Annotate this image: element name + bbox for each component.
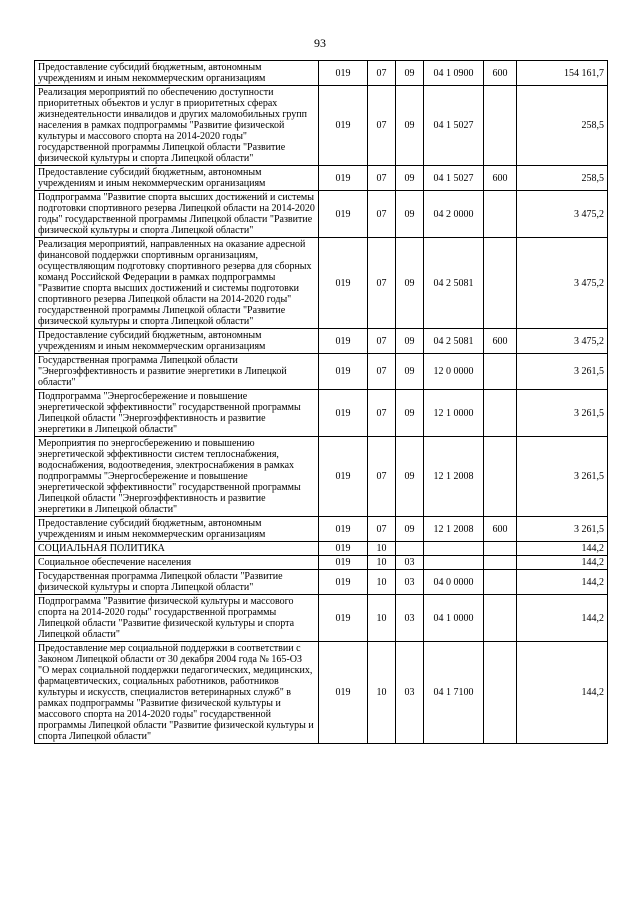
expense-type-cell — [484, 556, 517, 570]
amount-cell: 3 475,2 — [517, 238, 608, 329]
amount-cell: 3 475,2 — [517, 191, 608, 238]
section-code-cell: 07 — [368, 437, 396, 517]
amount-cell: 3 261,5 — [517, 354, 608, 390]
target-article-cell — [424, 542, 484, 556]
section-code-cell: 07 — [368, 86, 396, 166]
subsection-code-cell: 09 — [396, 517, 424, 542]
target-article-cell: 04 1 7100 — [424, 642, 484, 744]
expense-type-cell — [484, 390, 517, 437]
subsection-code-cell: 09 — [396, 166, 424, 191]
section-code-cell: 07 — [368, 166, 396, 191]
admin-code-cell: 019 — [319, 354, 368, 390]
admin-code-cell: 019 — [319, 329, 368, 354]
amount-cell: 258,5 — [517, 86, 608, 166]
amount-cell: 3 261,5 — [517, 517, 608, 542]
subsection-code-cell: 09 — [396, 390, 424, 437]
amount-cell: 3 475,2 — [517, 329, 608, 354]
expense-type-cell: 600 — [484, 166, 517, 191]
admin-code-cell: 019 — [319, 517, 368, 542]
expense-type-cell — [484, 595, 517, 642]
section-code-cell: 07 — [368, 390, 396, 437]
target-article-cell: 04 1 5027 — [424, 86, 484, 166]
admin-code-cell: 019 — [319, 61, 368, 86]
subsection-code-cell: 03 — [396, 556, 424, 570]
admin-code-cell: 019 — [319, 437, 368, 517]
row-name-cell: Подпрограмма "Энергосбережение и повышение энергетической эффективности" государственной программы Липецкой области "Энергоэффективность и развитие энергетики в Липецкой области" — [35, 390, 319, 437]
row-name-cell: Предоставление субсидий бюджетным, автономным учреждениям и иным некоммерческим организациям — [35, 61, 319, 86]
target-article-cell — [424, 556, 484, 570]
target-article-cell: 04 1 0000 — [424, 595, 484, 642]
admin-code-cell: 019 — [319, 570, 368, 595]
section-code-cell: 07 — [368, 61, 396, 86]
target-article-cell: 04 2 5081 — [424, 238, 484, 329]
expense-type-cell: 600 — [484, 329, 517, 354]
expense-type-cell — [484, 86, 517, 166]
admin-code-cell: 019 — [319, 86, 368, 166]
expense-type-cell — [484, 437, 517, 517]
subsection-code-cell: 09 — [396, 191, 424, 238]
admin-code-cell: 019 — [319, 595, 368, 642]
target-article-cell: 12 1 2008 — [424, 437, 484, 517]
table-row — [35, 390, 608, 437]
admin-code-cell: 019 — [319, 556, 368, 570]
amount-cell: 144,2 — [517, 595, 608, 642]
subsection-code-cell: 09 — [396, 61, 424, 86]
table-row — [35, 191, 608, 238]
row-name-cell: Предоставление субсидий бюджетным, автономным учреждениям и иным некоммерческим организациям — [35, 517, 319, 542]
subsection-code-cell: 03 — [396, 570, 424, 595]
section-code-cell: 07 — [368, 517, 396, 542]
row-name-cell: Предоставление субсидий бюджетным, автономным учреждениям и иным некоммерческим организациям — [35, 166, 319, 191]
admin-code-cell: 019 — [319, 390, 368, 437]
expense-type-cell — [484, 191, 517, 238]
expense-type-cell: 600 — [484, 517, 517, 542]
section-code-cell: 10 — [368, 595, 396, 642]
subsection-code-cell: 09 — [396, 437, 424, 517]
amount-cell: 144,2 — [517, 556, 608, 570]
row-name-cell: Мероприятия по энергосбережению и повышению энергетической эффективности систем теплоснабжения, водоснабжения, водоотведения, электроснабжения в рамках подпрограммы "Энергосбережение и повышение энергетической эффективности" государственной программы Липецкой области "Энергоэффективность и развитие энергетики в Липецкой области" — [35, 437, 319, 517]
section-code-cell: 10 — [368, 570, 396, 595]
section-code-cell: 07 — [368, 238, 396, 329]
section-code-cell: 10 — [368, 556, 396, 570]
expense-type-cell — [484, 570, 517, 595]
row-name-cell: Социальное обеспечение населения — [35, 556, 319, 570]
target-article-cell: 12 1 2008 — [424, 517, 484, 542]
section-code-cell: 10 — [368, 542, 396, 556]
expense-type-cell — [484, 354, 517, 390]
subsection-code-cell: 09 — [396, 238, 424, 329]
admin-code-cell: 019 — [319, 166, 368, 191]
row-name-cell: Реализация мероприятий, направленных на оказание адресной финансовой поддержки спортивным организациям, осуществляющим подготовку спортивного резерва для сборных команд Российской Федерации в рамках подпрограммы "Развитие спорта высших достижений и системы подготовки спортивного резерва Липецкой области на 2014-2020 годы" государственной программы Липецкой области "Развитие физической культуры и спорта Липецкой области" — [35, 238, 319, 329]
target-article-cell: 04 0 0000 — [424, 570, 484, 595]
row-name-cell: Предоставление субсидий бюджетным, автономным учреждениям и иным некоммерческим организациям — [35, 329, 319, 354]
amount-cell: 144,2 — [517, 570, 608, 595]
expense-type-cell — [484, 238, 517, 329]
page-number: 93 — [314, 36, 326, 50]
row-name-cell: Подпрограмма "Развитие физической культуры и массового спорта на 2014-2020 годы" государственной программы Липецкой области "Развитие физической культуры и спорта Липецкой области" — [35, 595, 319, 642]
row-name-cell: Подпрограмма "Развитие спорта высших достижений и системы подготовки спортивного резерва Липецкой области на 2014-2020 годы" государственной программы Липецкой области "Развитие физической культуры и спорта Липецкой области" — [35, 191, 319, 238]
admin-code-cell: 019 — [319, 191, 368, 238]
table-row — [35, 556, 608, 570]
target-article-cell: 12 1 0000 — [424, 390, 484, 437]
table-row — [35, 166, 608, 191]
table-row — [35, 595, 608, 642]
admin-code-cell: 019 — [319, 642, 368, 744]
amount-cell: 144,2 — [517, 642, 608, 744]
amount-cell: 154 161,7 — [517, 61, 608, 86]
table-row — [35, 354, 608, 390]
admin-code-cell: 019 — [319, 542, 368, 556]
subsection-code-cell: 03 — [396, 595, 424, 642]
row-name-cell: СОЦИАЛЬНАЯ ПОЛИТИКА — [35, 542, 319, 556]
section-code-cell: 10 — [368, 642, 396, 744]
budget-table — [34, 60, 608, 744]
section-code-cell: 07 — [368, 354, 396, 390]
section-code-cell: 07 — [368, 329, 396, 354]
table-row — [35, 642, 608, 744]
subsection-code-cell: 09 — [396, 329, 424, 354]
row-name-cell: Государственная программа Липецкой области "Развитие физической культуры и спорта Липецкой области" — [35, 570, 319, 595]
expense-type-cell: 600 — [484, 61, 517, 86]
amount-cell: 258,5 — [517, 166, 608, 191]
table-row — [35, 542, 608, 556]
amount-cell: 3 261,5 — [517, 437, 608, 517]
section-code-cell: 07 — [368, 191, 396, 238]
expense-type-cell — [484, 542, 517, 556]
target-article-cell: 04 1 5027 — [424, 166, 484, 191]
table-row — [35, 329, 608, 354]
table-row — [35, 86, 608, 166]
row-name-cell: Предоставление мер социальной поддержки в соответствии с Законом Липецкой области от 30 декабря 2004 года № 165-ОЗ "О мерах социальной поддержки педагогических, медицинских, фармацевтических, социальных работников, работников культуры и искусств, специалистов ветеринарных служб" в рамках подпрограммы "Развитие физической культуры и массового спорта на 2014-2020 годы" государственной программы Липецкой области "Развитие физической культуры и спорта Липецкой области" — [35, 642, 319, 744]
target-article-cell: 04 2 5081 — [424, 329, 484, 354]
table-row — [35, 61, 608, 86]
table-row — [35, 570, 608, 595]
admin-code-cell: 019 — [319, 238, 368, 329]
amount-cell: 144,2 — [517, 542, 608, 556]
table-row — [35, 517, 608, 542]
target-article-cell: 04 2 0000 — [424, 191, 484, 238]
target-article-cell: 12 0 0000 — [424, 354, 484, 390]
subsection-code-cell: 03 — [396, 642, 424, 744]
row-name-cell: Государственная программа Липецкой области "Энергоэффективность и развитие энергетики в Липецкой области" — [35, 354, 319, 390]
row-name-cell: Реализация мероприятий по обеспечению доступности приоритетных объектов и услуг в приоритетных сферах жизнедеятельности инвалидов и других маломобильных групп населения в рамках подпрограммы "Развитие физической культуры и массового спорта на 2014-2020 годы" государственной программы Липецкой области "Развитие физической культуры и спорта Липецкой области" — [35, 86, 319, 166]
subsection-code-cell — [396, 542, 424, 556]
table-row — [35, 437, 608, 517]
table-row — [35, 238, 608, 329]
expense-type-cell — [484, 642, 517, 744]
subsection-code-cell: 09 — [396, 354, 424, 390]
target-article-cell: 04 1 0900 — [424, 61, 484, 86]
subsection-code-cell: 09 — [396, 86, 424, 166]
amount-cell: 3 261,5 — [517, 390, 608, 437]
